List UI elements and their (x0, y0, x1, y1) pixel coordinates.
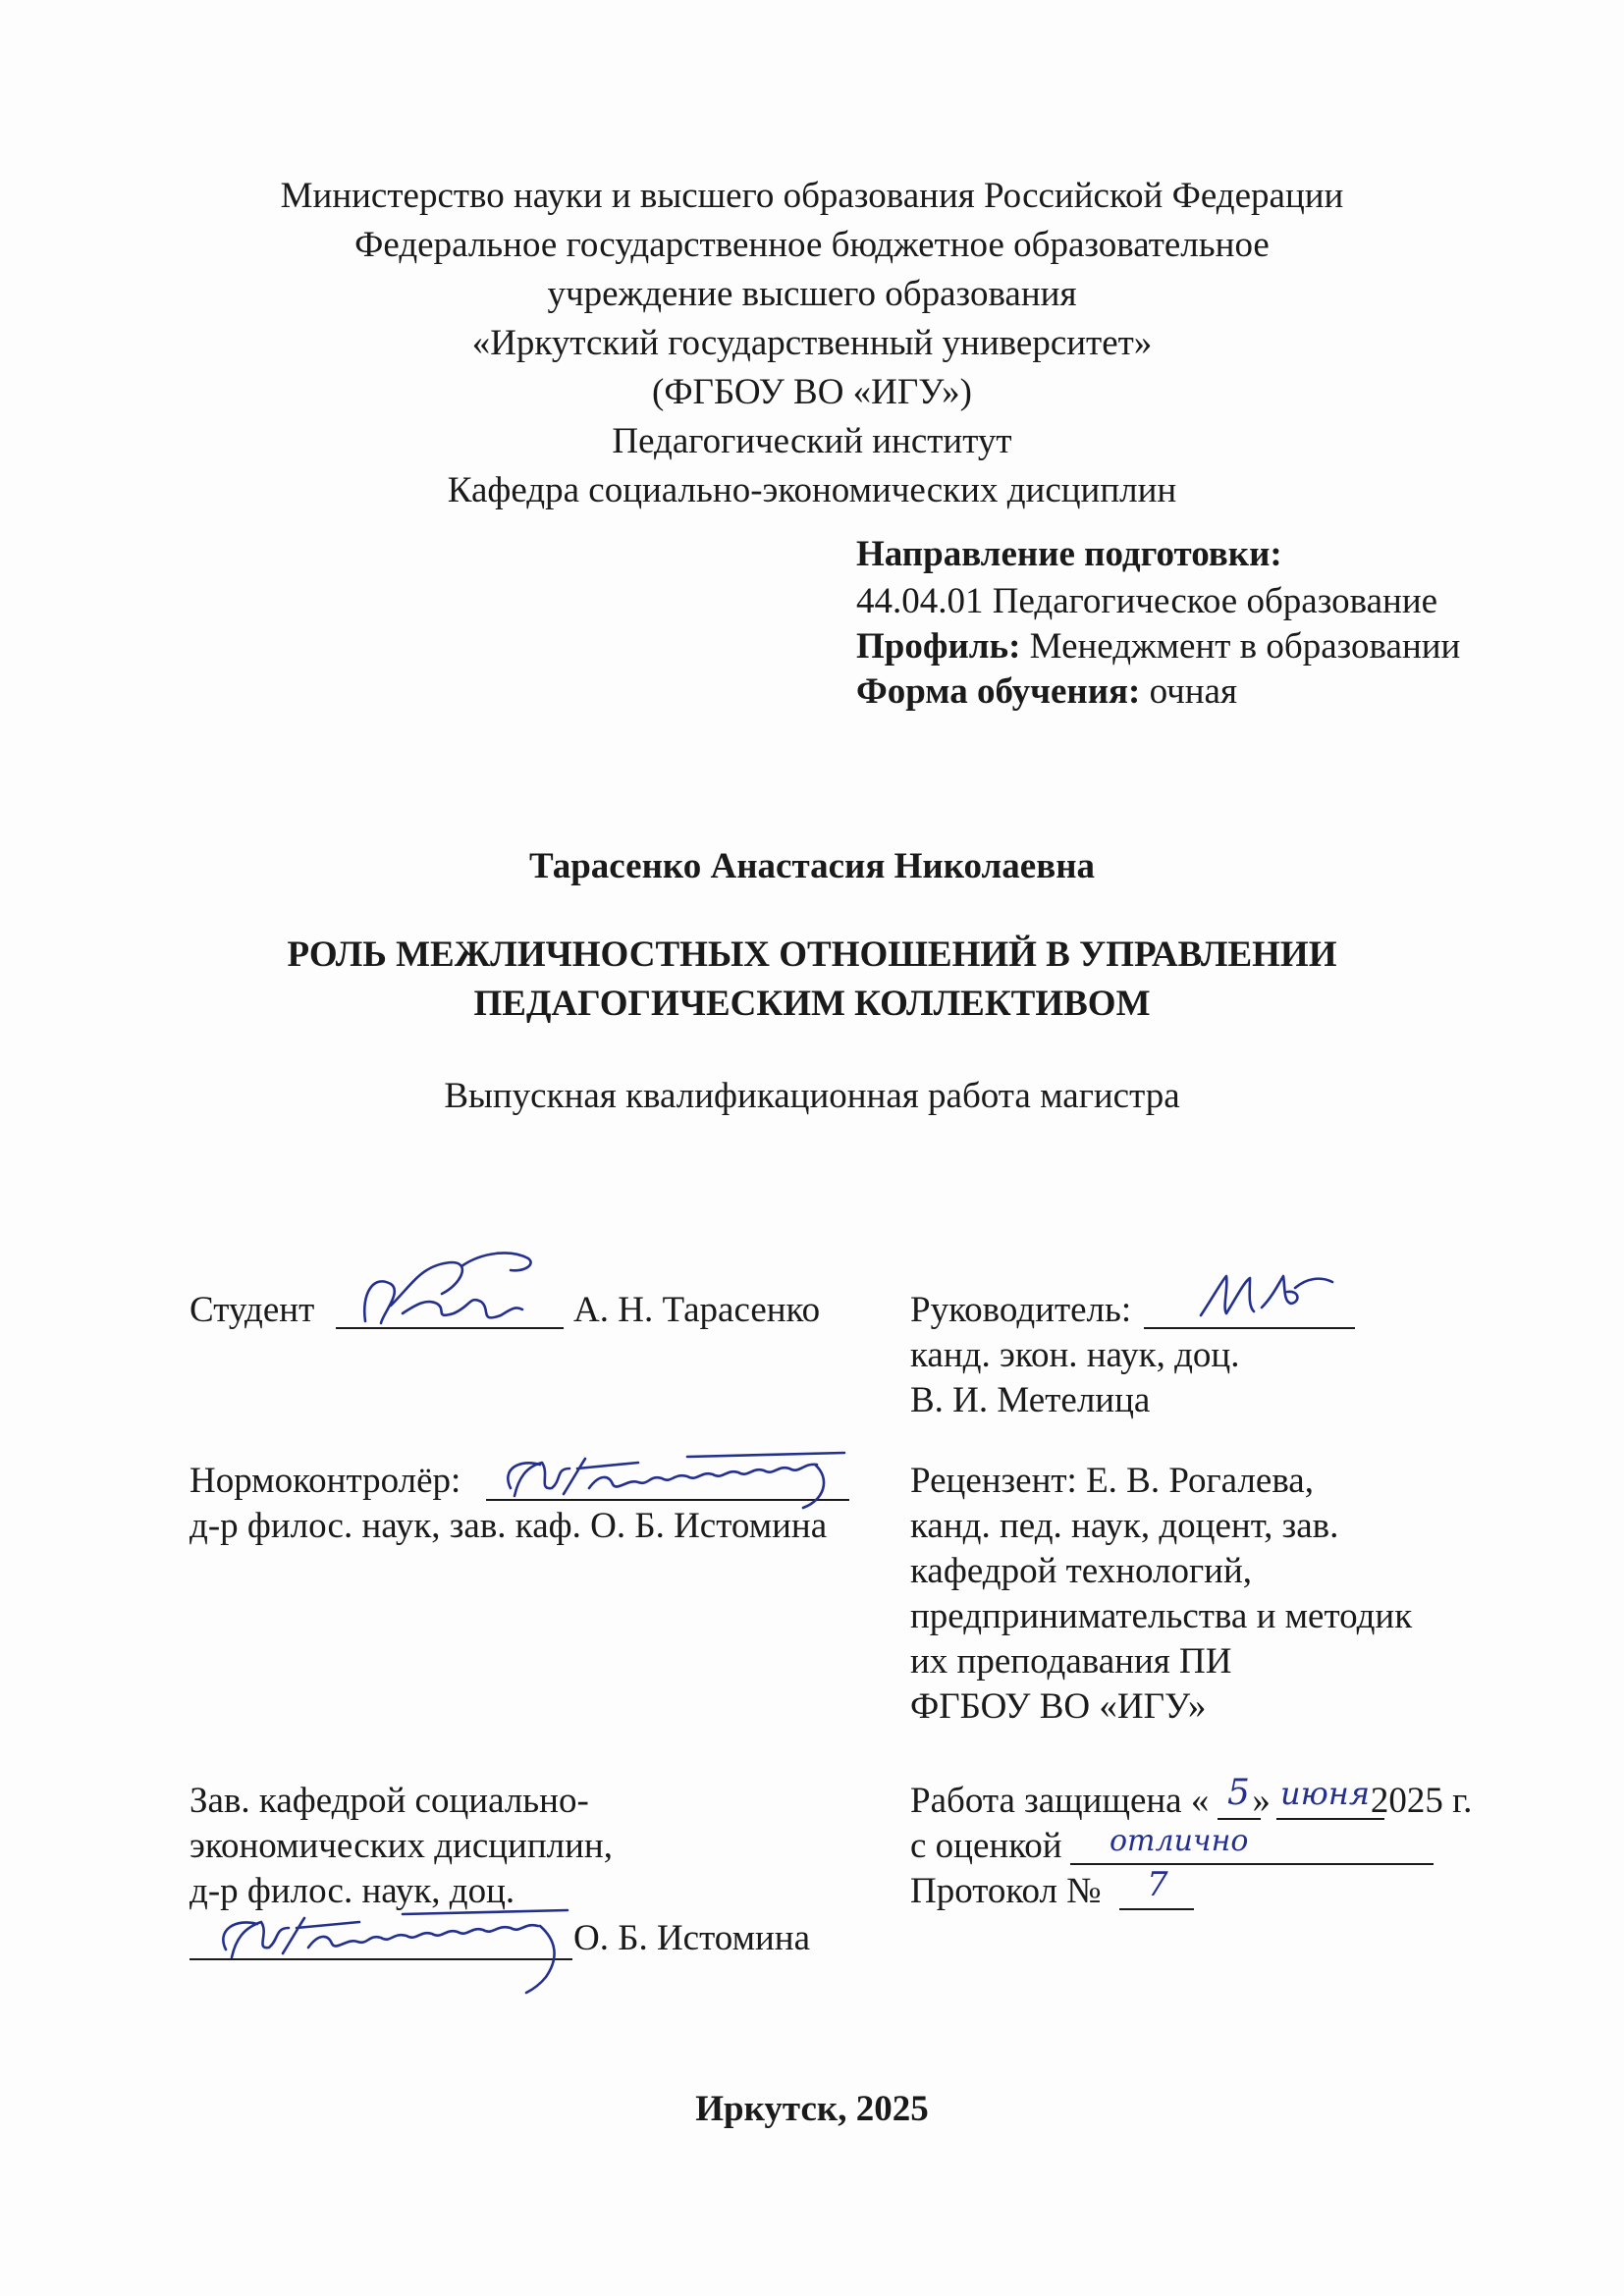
protocol-number: 7 (1147, 1865, 1168, 1904)
work-type: Выпускная квалификационная работа магистра (444, 1076, 1180, 1116)
grade-line (1070, 1863, 1434, 1865)
header-line-university: «Иркутский государственный университет» (471, 323, 1153, 363)
profile-line (856, 622, 1460, 671)
defense-month-line (1276, 1818, 1384, 1820)
defense-prefix: Работа защищена « (910, 1781, 1210, 1821)
thesis-title-line1: РОЛЬ МЕЖЛИЧНОСТНЫХ ОТНОШЕНИЙ В УПРАВЛЕНИИ (287, 934, 1337, 975)
head-signature-line (189, 1958, 572, 1960)
supervisor-degree: канд. экон. наук, доц. (910, 1335, 1240, 1375)
reviewer-line4: предпринимательства и методик (910, 1596, 1413, 1636)
student-name: А. Н. Тарасенко (573, 1290, 821, 1330)
form-value: очная (1140, 671, 1238, 712)
supervisor-signature-line (1144, 1327, 1355, 1329)
thesis-title-line2: ПЕДАГОГИЧЕСКИМ КОЛЛЕКТИВОМ (473, 984, 1151, 1024)
supervisor-label: Руководитель: (910, 1290, 1132, 1330)
institution-header (0, 172, 1624, 515)
header-line-institution: учреждение высшего образования (547, 274, 1077, 314)
normcontrol-details: д-р филос. наук, зав. каф. О. Б. Истомина (189, 1506, 828, 1546)
normcontrol-label: Нормоконтролёр: (189, 1461, 461, 1501)
defense-day-line (1218, 1818, 1261, 1820)
defense-middle: » (1252, 1781, 1271, 1821)
profile-value: Менеджмент в образовании (1020, 626, 1461, 667)
student-signature-line (336, 1327, 564, 1329)
defense-line (910, 1777, 1472, 1826)
author-name: Тарасенко Анастасия Николаевна (528, 846, 1096, 886)
direction-label: Направление подготовки: (856, 534, 1282, 574)
city-year: Иркутск, 2025 (695, 2089, 929, 2129)
header-line-ministry: Министерство науки и высшего образования Российской Федерации (280, 176, 1344, 216)
defense-month: июня (1280, 1775, 1371, 1812)
reviewer-line3: кафедрой технологий, (910, 1551, 1253, 1591)
thesis-title (0, 931, 1624, 1029)
grade-label: с оценкой (910, 1826, 1062, 1866)
header-line-department: Кафедра социально-экономических дисциплин (447, 470, 1177, 510)
header-line-institute: Педагогический институт (612, 421, 1012, 461)
reviewer-line2: канд. пед. наук, доцент, зав. (910, 1506, 1339, 1546)
head-line3: д-р филос. наук, доц. (189, 1871, 515, 1911)
direction-value: 44.04.01 Педагогическое образование (856, 581, 1438, 621)
student-label: Студент (189, 1290, 315, 1330)
form-label: Форма обучения: (856, 671, 1141, 712)
supervisor-signature (1193, 1258, 1340, 1327)
header-line-federal: Федеральное государственное бюджетное образовательное (354, 225, 1270, 265)
reviewer-line6: ФГБОУ ВО «ИГУ» (910, 1686, 1207, 1727)
reviewer-line5: их преподавания ПИ (910, 1641, 1232, 1682)
protocol-line (1119, 1908, 1194, 1910)
form-line (856, 667, 1237, 717)
header-line-abbr: (ФГБОУ ВО «ИГУ») (652, 372, 972, 412)
reviewer-line1: Рецензент: Е. В. Рогалева, (910, 1461, 1314, 1501)
grade-value: отлично (1110, 1824, 1249, 1858)
normcontrol-signature-line (486, 1499, 849, 1501)
protocol-label: Протокол № (910, 1871, 1102, 1911)
head-name: О. Б. Истомина (573, 1918, 811, 1958)
head-line2: экономических дисциплин, (189, 1826, 613, 1866)
defense-day: 5 (1227, 1773, 1250, 1813)
profile-label: Профиль: (856, 626, 1021, 667)
defense-year: 2025 г. (1370, 1781, 1473, 1821)
head-line1: Зав. кафедрой социально- (189, 1781, 589, 1821)
supervisor-name: В. И. Метелица (910, 1380, 1151, 1420)
